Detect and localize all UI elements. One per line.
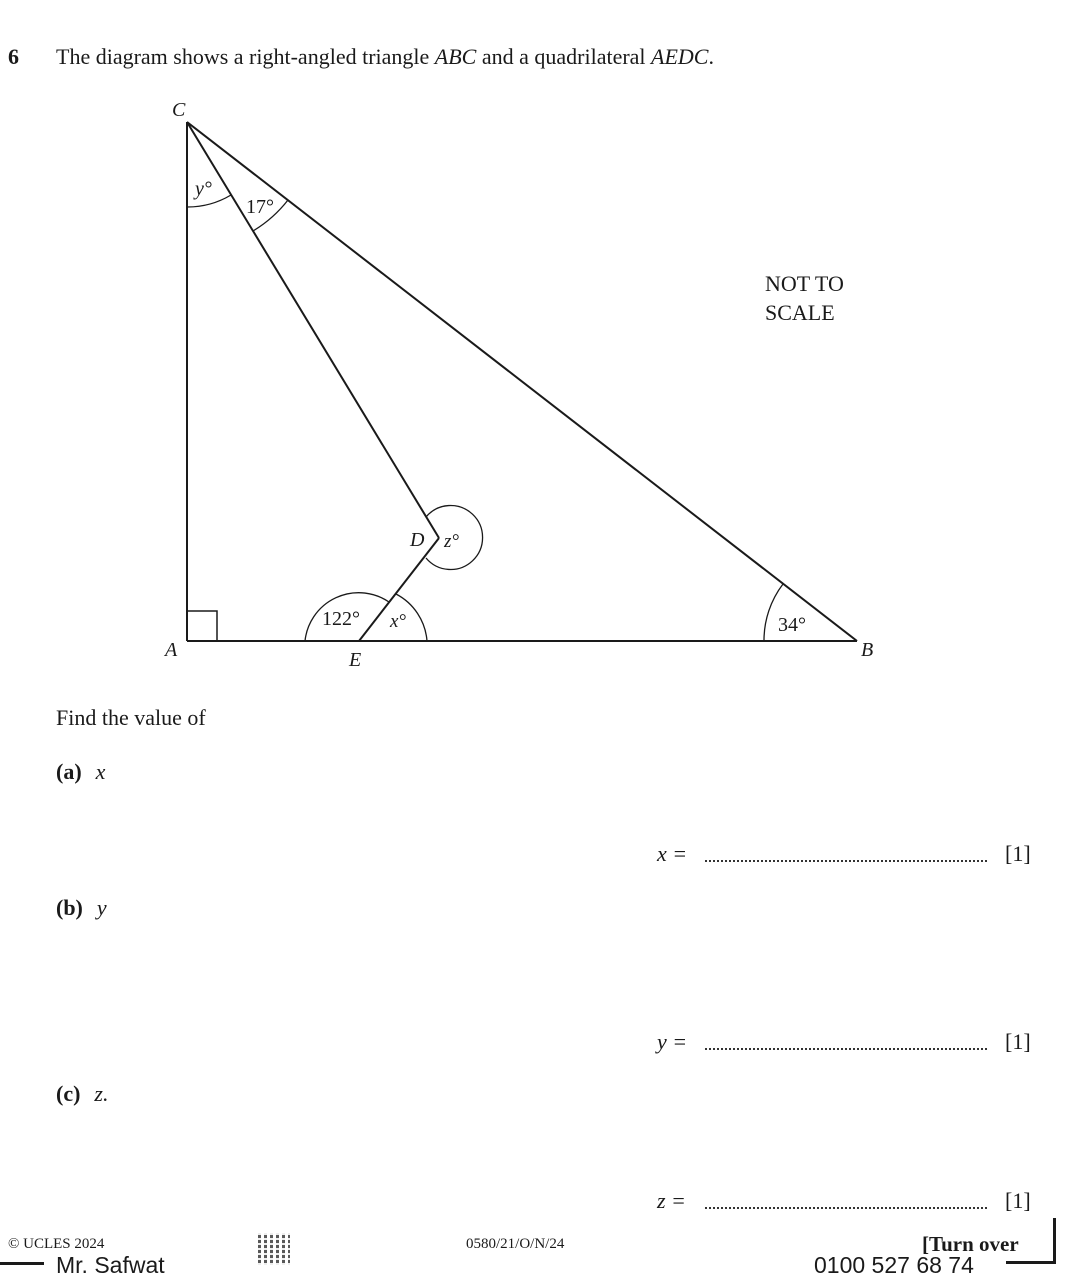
turn-over-text: [Turn over bbox=[922, 1232, 1019, 1256]
copyright-text: © UCLES 2024 bbox=[8, 1236, 105, 1252]
corner-mark-horizontal bbox=[1006, 1261, 1056, 1264]
triangle-name: ABC bbox=[434, 44, 477, 69]
vertex-c-label: C bbox=[172, 99, 186, 121]
angle-label-122: 122° bbox=[322, 608, 360, 630]
question-text-part: . bbox=[708, 44, 714, 69]
angle-label-34: 34° bbox=[778, 614, 806, 636]
instruction-text: Find the value of bbox=[56, 705, 206, 730]
quadrilateral-name: AEDC bbox=[651, 44, 709, 69]
angle-label-z: z° bbox=[444, 531, 459, 552]
angle-label-y: y° bbox=[195, 178, 212, 200]
answer-line-x[interactable] bbox=[705, 860, 987, 862]
question-text-part: The diagram shows a right-angled triangle bbox=[56, 44, 435, 69]
answer-line-z[interactable] bbox=[705, 1207, 987, 1209]
part-a-variable: x bbox=[95, 759, 106, 784]
angle-label-17: 17° bbox=[246, 196, 274, 218]
part-c-label: (c) bbox=[56, 1081, 81, 1106]
marks-b: [1] bbox=[1005, 1029, 1031, 1054]
question-text-part: and a quadrilateral bbox=[476, 44, 652, 69]
question-number: 6 bbox=[8, 44, 19, 69]
part-c-variable: z. bbox=[94, 1081, 109, 1106]
right-angle-marker bbox=[187, 611, 217, 641]
part-c bbox=[56, 1081, 108, 1107]
vertex-a-label: A bbox=[165, 639, 178, 661]
not-to-scale-line1: NOT TO bbox=[765, 271, 844, 296]
answer-label-z: z = bbox=[657, 1188, 686, 1213]
angle-label-x: x° bbox=[390, 611, 407, 632]
marks-c: [1] bbox=[1005, 1188, 1031, 1213]
part-a-label: (a) bbox=[56, 759, 82, 784]
barcode-image bbox=[258, 1233, 290, 1265]
answer-label-x: x = bbox=[657, 841, 688, 866]
phone-number: 0100 527 68 74 bbox=[814, 1252, 974, 1278]
vertex-e-label: E bbox=[349, 649, 362, 671]
part-b bbox=[56, 895, 107, 921]
part-a bbox=[56, 759, 105, 785]
not-to-scale-line2: SCALE bbox=[765, 300, 835, 325]
segment-cd bbox=[187, 122, 439, 538]
answer-label-y: y = bbox=[657, 1029, 688, 1054]
author-name: Mr. Safwat bbox=[56, 1252, 165, 1278]
part-b-variable: y bbox=[96, 895, 107, 920]
answer-line-y[interactable] bbox=[705, 1048, 987, 1050]
paper-code: 0580/21/O/N/24 bbox=[466, 1236, 565, 1252]
vertex-d-label: D bbox=[410, 529, 425, 551]
corner-mark-vertical bbox=[1053, 1218, 1056, 1264]
marks-a: [1] bbox=[1005, 841, 1031, 866]
part-b-label: (b) bbox=[56, 895, 83, 920]
vertex-b-label: B bbox=[861, 639, 874, 661]
left-corner-mark bbox=[0, 1262, 44, 1265]
